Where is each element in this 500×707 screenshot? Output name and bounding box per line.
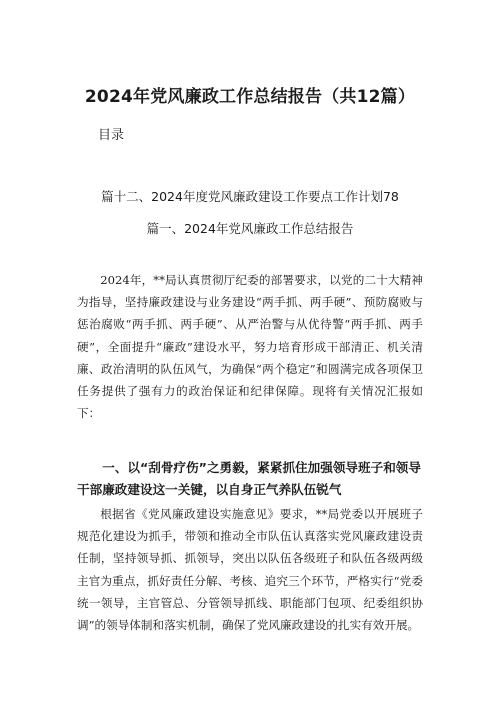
toc-item[interactable]: 篇一、2024年党风廉政工作总结报告 <box>146 221 354 236</box>
section-heading: 一、以“刮骨疗伤”之勇毅，紧紧抓住加强领导班子和领导干部廉政建设这一关键，以自身正气养队伍锐气 <box>77 460 421 497</box>
document-title: 2024年党风廉政工作总结报告（共12篇） <box>84 87 416 107</box>
body-paragraph: 2024年，**局认真贯彻厅纪委的部署要求，以党的二十大精神为指导，坚持廉政建设与业务建设“两手抓、两手硬”、预防腐败与惩治腐败“两手抓、两手硬”、从严治警与从优待警“两手抓、两手硬”，全面提升“廉政”建设水平，努力培育形成干部清正、机关清廉、政治清明的队伍风气，为确保“两个稳定”和圆满完成各项保卫任务提供了强有力的政治保证和纪律保障。现将有关情况汇报如下： <box>77 273 423 421</box>
toc-heading: 目录 <box>98 128 125 143</box>
body-paragraph: 根据省《党风廉政建设实施意见》要求，**局党委以开展班子规范化建设为抓手，带领和推动全市队伍认真落实党风廉政建设责任制，坚持领导抓、抓领导，突出以队伍各级班子和队伍各级两级主官为重点，抓好责任分解、考核、追究三个环节，严格实行“党委统一领导，主官管总、分管领导抓线、职能部门包项、纪委组织协调”的领导体制和落实机制，确保了党风廉政建设的扎实有效开展。 <box>77 507 423 633</box>
toc-item[interactable]: 篇十二、2024年度党风廉政建设工作要点工作计划78 <box>101 189 399 204</box>
